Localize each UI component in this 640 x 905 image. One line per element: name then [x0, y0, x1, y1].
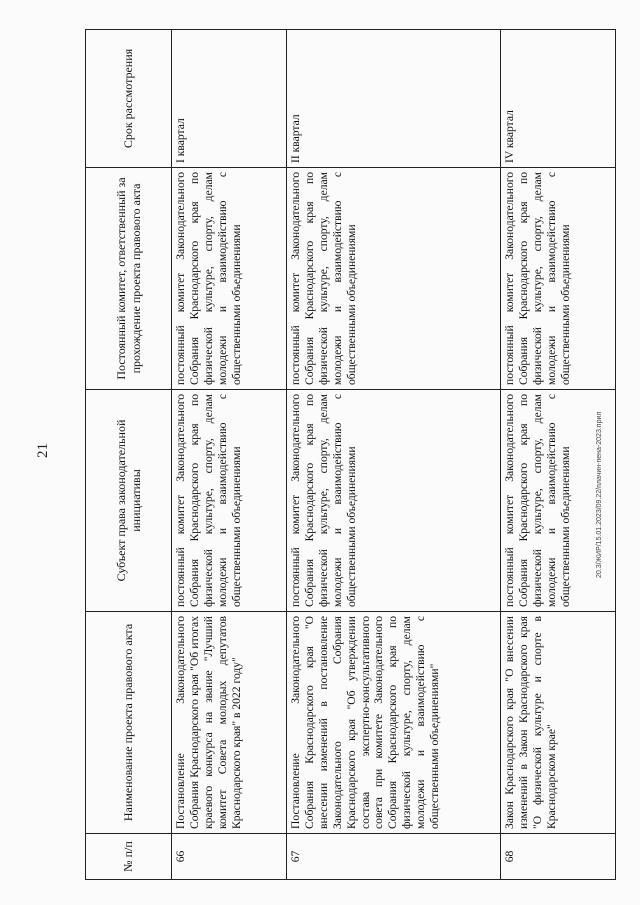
legislation-plan-table — [85, 29, 616, 880]
header-number: № п/п — [86, 834, 172, 880]
initiative-subject: постоянный комитет Законодательного Собрания Краснодарского края по физической культуре, спорту, делам молодежи и взаимодействию с общественными объединениями — [287, 390, 501, 612]
initiative-subject: постоянный комитет Законодательного Собрания Краснодарского края по физической культуре, спорту, делам молодежи и взаимодействию с общественными объединениями — [501, 390, 616, 612]
page-number: 21 — [35, 443, 51, 458]
row-number: 66 — [172, 834, 287, 880]
act-name: Постановление Законодательного Собрания Краснодарского края "Об итогах краевого конкурса на звание "Лучший комитет Совета молодых депутатов Краснодарского края" в 2022 году" — [172, 612, 287, 834]
initiative-subject: постоянный комитет Законодательного Собрания Краснодарского края по физической культуре, спорту, делам молодежи и взаимодействию с общественными объединениями — [172, 390, 287, 612]
responsible-committee: постоянный комитет Законодательного Собрания Краснодарского края по физической культуре, спорту, делам молодежи и взаимодействию с общественными объединениями — [172, 168, 287, 390]
responsible-committee: постоянный комитет Законодательного Собрания Краснодарского края по физической культуре, спорту, делам молодежи и взаимодействию с общественными объединениями — [501, 168, 616, 390]
header-term: Срок рассмотрения — [86, 30, 172, 168]
row-number: 67 — [287, 834, 501, 880]
review-term: I квартал — [172, 30, 287, 168]
review-term: IV квартал — [501, 30, 616, 168]
rotated-table-container — [85, 30, 615, 880]
responsible-committee: постоянный комитет Законодательного Собрания Краснодарского края по физической культуре, спорту, делам молодежи и взаимодействию с общественными объединениями — [287, 168, 501, 390]
table-row — [501, 30, 616, 880]
table-header-row — [86, 30, 172, 880]
header-subject: Субъект права законодательной инициативы — [86, 390, 172, 612]
header-committee: Постоянный комитет, ответственный за прохождение проекта правового акта — [86, 168, 172, 390]
table-row — [172, 30, 287, 880]
footer-file-path: 20.3/ЖИР/15.01.2023/09.22/плачин-пена-2023.прил — [596, 411, 603, 578]
row-number: 68 — [501, 834, 616, 880]
act-name: Закон Краснодарского края "О внесении изменений в Закон Краснодарского края "О физической культуре и спорте в Краснодарском крае" — [501, 612, 616, 834]
act-name: Постановление Законодательного Собрания Краснодарского края "О внесении изменений в постановление Законодательного Собрания Краснодарского края "Об утверждении состава экспертно-консультативного совета при комитете Законодательного Собрания Краснодарского края по физической культуре, спорту, делам молодежи и взаимодействию с общественными объединениями" — [287, 612, 501, 834]
table-row — [287, 30, 501, 880]
review-term: II квартал — [287, 30, 501, 168]
header-act-name: Наименование проекта правового акта — [86, 612, 172, 834]
